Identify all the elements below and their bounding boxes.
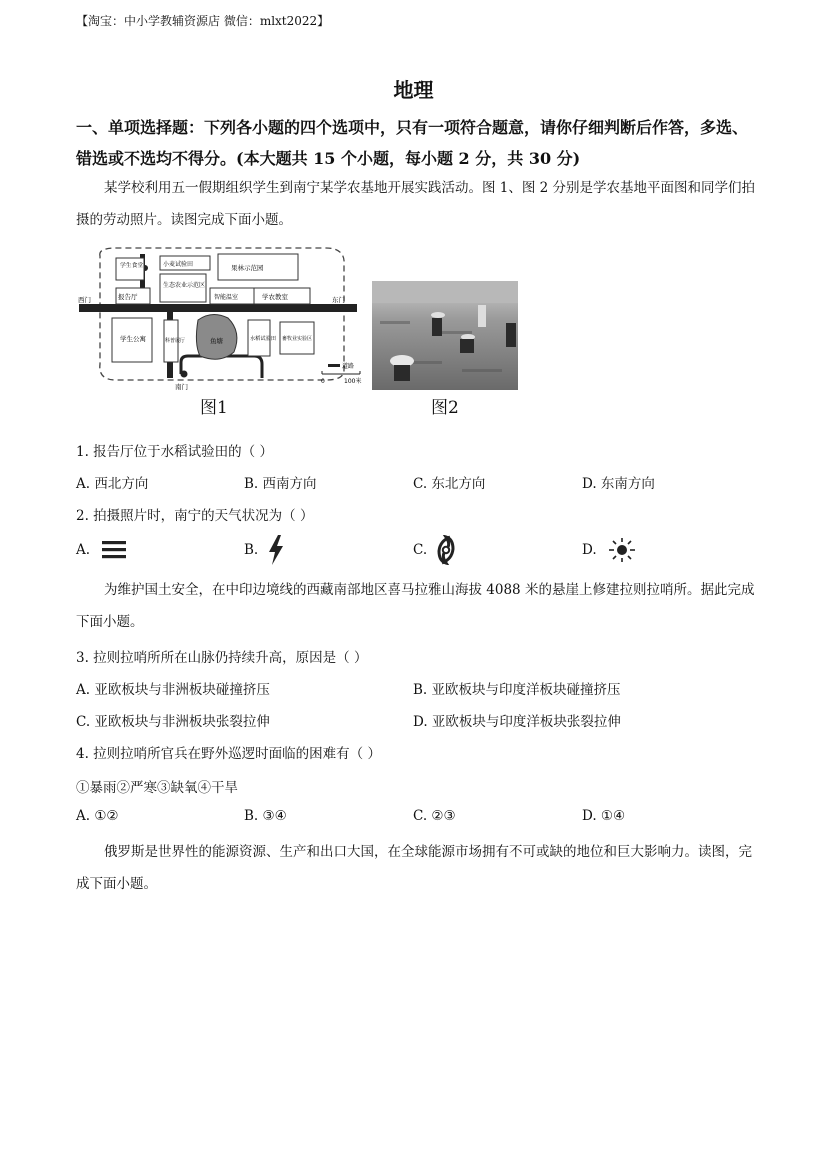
- pond-label: 鱼塘: [210, 337, 223, 345]
- page-title: 地理: [393, 78, 434, 102]
- q4-option-c[interactable]: C. ②③: [413, 808, 456, 824]
- classroom-label: 学农教室: [262, 293, 288, 301]
- question-4-items: ①暴雨②严寒③缺氧④干旱: [76, 780, 238, 796]
- figure-2-label: 图2: [431, 398, 459, 418]
- q3-option-b[interactable]: B. 亚欧板块与印度洋板块碰撞挤压: [413, 682, 621, 698]
- west-gate-label: 西门: [78, 296, 91, 304]
- main-road: [79, 304, 357, 312]
- south-gate-label: 南门: [175, 383, 188, 391]
- museum-label: 科普展厅: [165, 338, 186, 344]
- q3-option-c[interactable]: C. 亚欧板块与非洲板块张裂拉伸: [76, 714, 270, 730]
- lecture-hall-label: 报告厅: [118, 293, 138, 301]
- question-1-stem: 1. 报告厅位于水稻试验田的（ ）: [76, 444, 273, 460]
- canteen-label: 学生食堂: [120, 263, 144, 269]
- orchard-label: 果林示范园: [231, 264, 264, 272]
- q3-option-d[interactable]: D. 亚欧板块与印度洋板块张裂拉伸: [413, 714, 621, 730]
- header-note: 【淘宝：中小学教辅资源店 微信：mlxt2022】: [76, 14, 330, 28]
- lightning-icon: [266, 534, 286, 566]
- q4-option-b[interactable]: B. ③④: [244, 808, 287, 824]
- question-2-stem: 2. 拍摄照片时，南宁的天气状况为（ ）: [76, 508, 314, 524]
- q2-option-d[interactable]: D.: [582, 542, 597, 558]
- q2-option-c[interactable]: C.: [413, 542, 428, 558]
- q1-option-c[interactable]: C. 东北方向: [413, 476, 486, 492]
- q3-option-a[interactable]: A. 亚欧板块与非洲板块碰撞挤压: [76, 682, 270, 698]
- east-gate-label: 东门: [332, 296, 345, 304]
- passage-1: 某学校利用五一假期组织学生到南宁某学农基地开展实践活动。图 1、图 2 分别是学农基地平面图和同学们拍摄的劳动照片。读图完成下面小题。: [76, 180, 756, 228]
- rice-field-label: 水稻试验田: [250, 336, 276, 342]
- smart-greenhouse-label: 智能温室: [214, 294, 239, 301]
- section-heading: 一、单项选择题：下列各小题的四个选项中，只有一项符合题意，请你仔细判断后作答，多选、错选或不选均不得分。(本大题共 15 个小题，每小题 2 分，共 30 分): [76, 118, 749, 168]
- scale-zero-label: 0: [321, 378, 325, 385]
- wheat-field-label: 小麦试验田: [163, 261, 194, 268]
- road-legend-label: 道路: [342, 363, 355, 370]
- dormitory-label: 学生公寓: [120, 335, 146, 343]
- scale-end-label: 100米: [344, 378, 362, 385]
- figure-1-label: 图1: [200, 398, 228, 418]
- eco-farming-label: 生态农业示范区: [163, 282, 206, 289]
- q2-option-b[interactable]: B.: [244, 542, 259, 558]
- q2-option-a[interactable]: A.: [76, 542, 91, 558]
- livestock-label: 畜牧业实验区: [282, 336, 313, 342]
- question-4-stem: 4. 拉则拉哨所官兵在野外巡逻时面临的困难有（ ）: [76, 746, 381, 762]
- fieldwork-photo: [372, 281, 518, 390]
- q4-option-a[interactable]: A. ①②: [76, 808, 119, 824]
- farm-base-map: [76, 246, 366, 394]
- question-3-stem: 3. 拉则拉哨所所在山脉仍持续升高，原因是（ ）: [76, 650, 368, 666]
- q1-option-a[interactable]: A. 西北方向: [76, 476, 149, 492]
- passage-3: 俄罗斯是世界性的能源资源、生产和出口大国，在全球能源市场拥有不可或缺的地位和巨大影响力。读图，完成下面小题。: [76, 844, 752, 892]
- q4-option-d[interactable]: D. ①④: [582, 808, 626, 824]
- typhoon-icon: [436, 535, 456, 565]
- q1-option-b[interactable]: B. 西南方向: [244, 476, 317, 492]
- passage-2: 为维护国土安全，在中印边境线的西藏南部地区喜马拉雅山海拔 4088 米的悬崖上修建拉则拉哨所。据此完成下面小题。: [76, 582, 755, 630]
- fog-icon: [101, 539, 127, 561]
- sunny-icon: [607, 536, 637, 564]
- q1-option-d[interactable]: D. 东南方向: [582, 476, 655, 492]
